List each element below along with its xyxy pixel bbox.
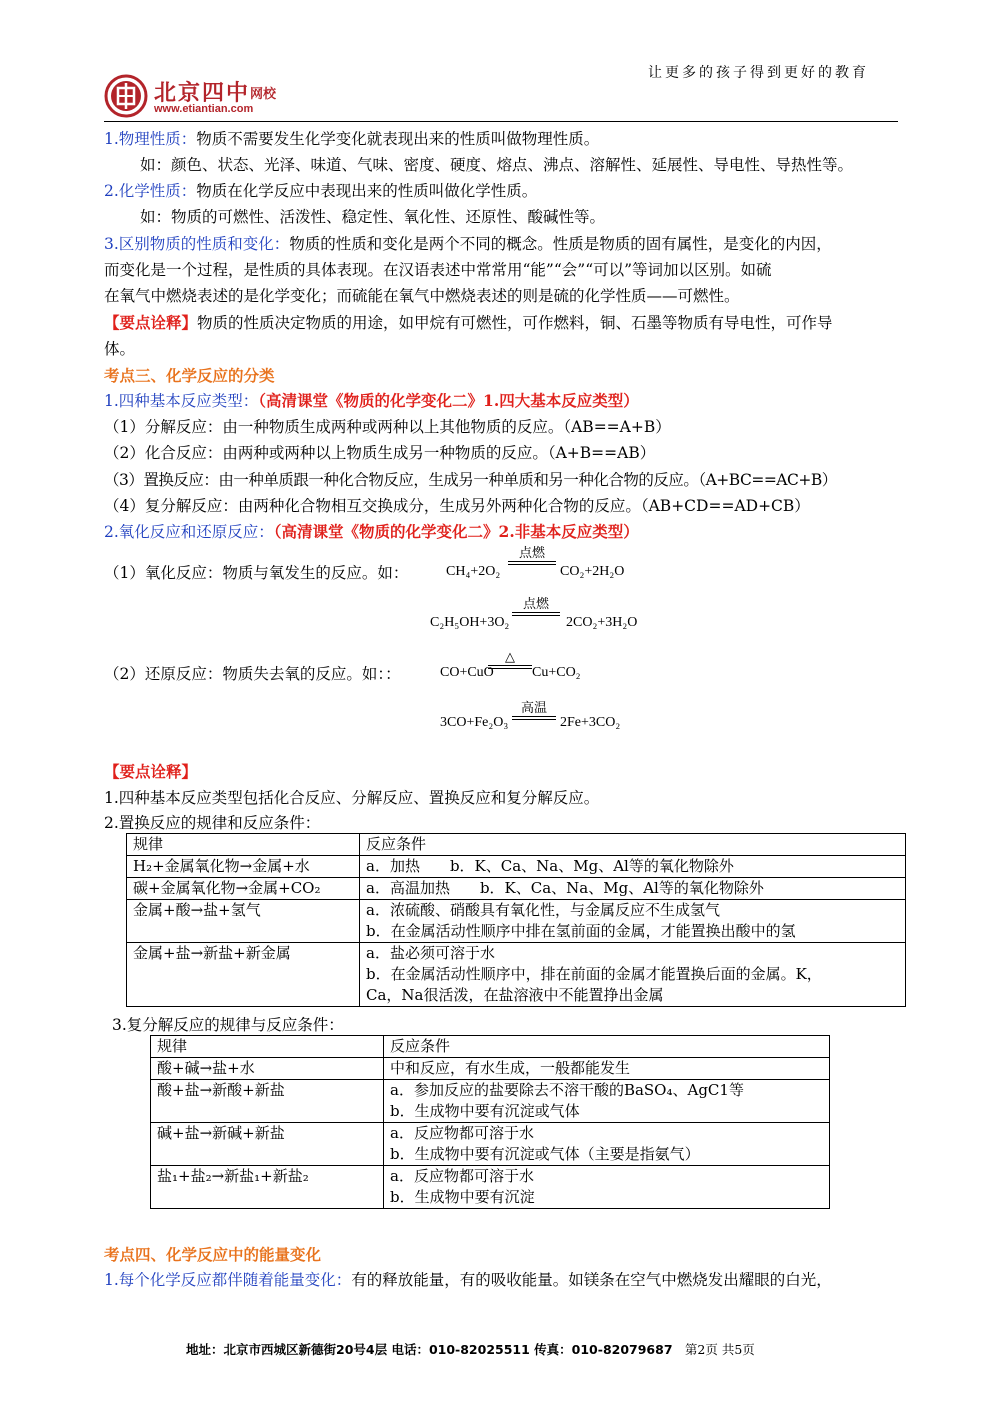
- oxid-eq1-condition: [508, 547, 556, 565]
- oxid-eq1-cond-text: 点燃: [518, 546, 545, 561]
- k4-heading: 考点四、化学反应中的能量变化: [104, 1245, 322, 1264]
- table-cell-condition: [384, 1166, 830, 1209]
- table-header-condition: 反应条件: [384, 1036, 830, 1058]
- oxidation-label: （1）氧化反应：物质与氧发生的反应。如：: [104, 564, 409, 582]
- chemical-property-example: 如：物质的可燃性、活泼性、稳定性、氧化性、还原性、酸碱性等。: [140, 208, 606, 226]
- k3-sub2: [104, 520, 639, 542]
- oxid-eq1-arrow: [508, 561, 556, 565]
- note1-label: 【要点诠释】: [104, 313, 198, 332]
- k3-sub1-title: 1.四种基本反应类型：: [104, 392, 259, 410]
- oxid-eq2-right: 2CO₂+3H₂O: [566, 615, 638, 630]
- red-eq1-left: CO+CuO: [440, 665, 494, 680]
- note2-label: 【要点诠释】: [104, 762, 198, 781]
- table-row: [151, 1058, 830, 1080]
- red-eq1-condition: [488, 651, 532, 669]
- table-cell-rule: 碳+金属氧化物→金属+CO₂: [127, 878, 360, 900]
- oxid-eq1-right: CO₂+2H₂O: [560, 564, 625, 579]
- note1-line1: 物质的性质决定物质的用途，如甲烷有可燃性，可作燃料，铜、石墨等物质有导电性，可作导: [197, 314, 833, 332]
- logo-emblem-icon: [104, 74, 148, 118]
- distinguish-line2: 而变化是一个过程，是性质的具体表现。在汉语表述中常常用“能”“会”“可以”等词加以区别。如硫: [104, 261, 772, 279]
- oxid-eq2-left: C₂H₅OH+3O₂: [430, 615, 510, 630]
- physical-property: [104, 126, 904, 152]
- replacement-table: [126, 833, 906, 1007]
- reaction-item-3: （3）置换反应：由一种单质跟一种化合物反应，生成另一种单质和另一种化合物的反应。（A+BC==AC+B）: [104, 471, 837, 489]
- table-header-row: [127, 834, 906, 856]
- condition-line: a．盐必须可溶于水: [366, 944, 495, 962]
- table-cell-rule: 金属+盐→新盐+新金属: [127, 943, 360, 1007]
- reaction-item-4: （4）复分解反应：由两种化合物相互交换成分，生成另外两种化合物的反应。（AB+CD==AD+CB）: [104, 497, 810, 515]
- footer-address: 地址：北京市西城区新德街20号4层 电话：010-82025511 传真：010-82079687: [186, 1342, 673, 1357]
- note1-line2: 体。: [104, 340, 136, 358]
- table-header-row: [151, 1036, 830, 1058]
- table-cell-condition: [384, 1123, 830, 1166]
- oxid-eq2-condition: [512, 598, 560, 616]
- table-cell-condition: [360, 943, 906, 1007]
- distinguish-title: 3.区别物质的性质和变化：: [104, 235, 290, 253]
- table-cell-condition: [384, 1080, 830, 1123]
- header-slogan: 让更多的孩子得到更好的教育: [648, 65, 869, 81]
- table-cell-condition: [360, 900, 906, 943]
- reduction-label: （2）还原反应：物质失去氧的反应。如：：: [104, 665, 401, 683]
- table-cell-rule: 酸+盐→新酸+新盐: [151, 1080, 384, 1123]
- logo-name: 北京四中: [154, 80, 251, 106]
- table-cell-condition: a．高温加热 b．K、Ca、Na、Mg、Al等的氧化物除外: [360, 878, 906, 900]
- condition-line: b．在金属活动性顺序中排在氢前面的金属，才能置换出酸中的氢: [366, 922, 796, 940]
- chemical-property: [104, 178, 904, 204]
- table-cell-condition: 中和反应，有水生成，一般都能发生: [384, 1058, 830, 1080]
- table-cell-rule: 碱+盐→新碱+新盐: [151, 1123, 384, 1166]
- table-header-condition: 反应条件: [360, 834, 906, 856]
- table-cell-rule: 金属+酸→盐+氢气: [127, 900, 360, 943]
- distinguish-line3: 在氧气中燃烧表述的是化学变化；而硫能在氧气中燃烧表述的则是硫的化学性质——可燃性。: [104, 287, 740, 305]
- k3-sub2-ref: （高清课堂《物质的化学变化二》2.非基本反应类型）: [273, 522, 639, 541]
- note2-p2: 2.置换反应的规律和反应条件：: [104, 814, 321, 832]
- red-eq1-arrow: [488, 665, 532, 669]
- table-row: [127, 856, 906, 878]
- footer-page: 第2页 共5页: [684, 1342, 755, 1357]
- k4-sub1: [104, 1268, 832, 1290]
- table-cell-rule: H₂+金属氧化物→金属+水: [127, 856, 360, 878]
- red-eq2-condition: [512, 702, 556, 720]
- red-eq2-left: 3CO+Fe₂O₃: [440, 715, 509, 730]
- chemical-property-text: 物质在化学反应中表现出来的性质叫做化学性质。: [196, 182, 538, 200]
- table-row: [127, 943, 906, 1007]
- red-eq2-cond-text: 高温: [520, 701, 547, 716]
- table-row: [151, 1080, 830, 1123]
- table-cell-rule: 酸+碱→盐+水: [151, 1058, 384, 1080]
- oxid-eq2-cond-text: 点燃: [522, 597, 549, 612]
- table-row: [151, 1123, 830, 1166]
- footer: [186, 1340, 755, 1358]
- physical-property-example: 如：颜色、状态、光泽、味道、气味、密度、硬度、熔点、沸点、溶解性、延展性、导电性、导热性等。: [140, 156, 854, 174]
- condition-line: b．在金属活动性顺序中，排在前面的金属才能置换后面的金属。K，: [366, 965, 822, 983]
- red-eq2-right: 2Fe+3CO₂: [560, 715, 621, 730]
- condition-line: a．参加反应的盐要除去不溶干酸的BaSO₄、AgC1等: [390, 1081, 744, 1099]
- distinguish-line1: 物质的性质和变化是两个不同的概念。性质是物质的固有属性，是变化的内因，: [289, 235, 832, 253]
- note2-p3: 3.复分解反应的规律与反应条件：: [112, 1016, 344, 1034]
- condition-line: b．生成物中要有沉淀: [390, 1188, 535, 1206]
- k3-heading: 考点三、化学反应的分类: [104, 366, 275, 385]
- condition-line: a．反应物都可溶于水: [390, 1124, 534, 1142]
- k3-sub1: [104, 389, 639, 411]
- red-eq1-right: Cu+CO₂: [532, 665, 581, 680]
- table-header-rule: 规律: [127, 834, 360, 856]
- table-row: [127, 878, 906, 900]
- logo-url: www.etiantian.com: [154, 103, 254, 115]
- reaction-item-1: （1）分解反应：由一种物质生成两种或两种以上其他物质的反应。（AB==A+B）: [104, 418, 671, 436]
- table-row: [127, 900, 906, 943]
- k4-sub1-text: 有的释放能量，有的吸收能量。如镁条在空气中燃烧发出耀眼的白光，: [351, 1271, 832, 1289]
- condition-line: b．生成物中要有沉淀或气体（主要是指氨气）: [390, 1145, 700, 1163]
- table-header-rule: 规律: [151, 1036, 384, 1058]
- distinguish-para: [104, 231, 904, 309]
- oxid-eq2-arrow: [512, 612, 560, 616]
- red-eq1-cond-text: △: [505, 650, 515, 665]
- red-eq2-arrow: [512, 716, 556, 720]
- chemical-property-title: 2.化学性质：: [104, 182, 197, 200]
- note2-p1: 1.四种基本反应类型包括化合反应、分解反应、置换反应和复分解反应。: [104, 789, 600, 807]
- k3-sub2-title: 2.氧化反应和还原反应：: [104, 523, 274, 541]
- condition-line: b．生成物中要有沉淀或气体: [390, 1102, 580, 1120]
- physical-property-title: 1.物理性质：: [104, 130, 197, 148]
- logo: [104, 74, 294, 120]
- condition-line: Ca，Na很活泼，在盐溶液中不能置挣出金属: [366, 986, 664, 1004]
- double-decomposition-table: [150, 1035, 830, 1209]
- logo-suffix: 网校: [250, 87, 277, 102]
- physical-property-text: 物质不需要发生化学变化就表现出来的性质叫做物理性质。: [196, 130, 600, 148]
- oxid-eq1-left: CH₄+2O₂: [446, 564, 501, 579]
- note1: [104, 310, 904, 362]
- k3-sub1-ref: （高清课堂《物质的化学变化二》1.四大基本反应类型）: [258, 391, 639, 410]
- condition-line: a．反应物都可溶于水: [390, 1167, 534, 1185]
- header-rule: [104, 121, 898, 122]
- reaction-item-2: （2）化合反应：由两种或两种以上物质生成另一种物质的反应。（A+B==AB）: [104, 444, 656, 462]
- condition-line: a．浓硫酸、硝酸具有氧化性，与金属反应不生成氢气: [366, 901, 720, 919]
- table-cell-condition: a．加热 b．K、Ca、Na、Mg、Al等的氧化物除外: [360, 856, 906, 878]
- table-cell-rule: 盐₁+盐₂→新盐₁+新盐₂: [151, 1166, 384, 1209]
- table-row: [151, 1166, 830, 1209]
- k4-sub1-title: 1.每个化学反应都伴随着能量变化：: [104, 1271, 352, 1289]
